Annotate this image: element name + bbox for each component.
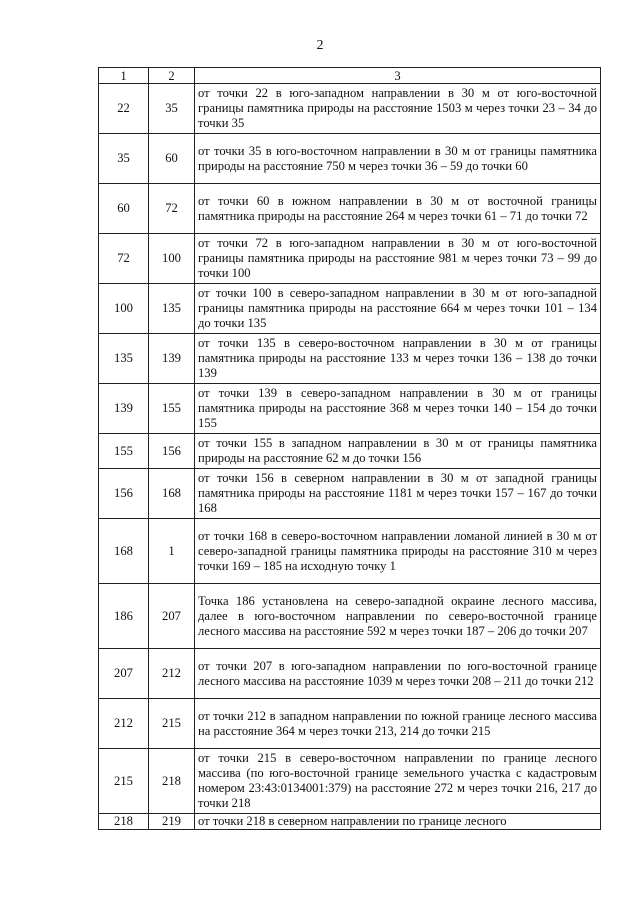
description-cell: от точки 218 в северном направлении по границе лесного	[195, 814, 601, 830]
description-cell: от точки 215 в северо-восточном направлении по границе лесного массива (по юго-восточной границе земельного участка с кадастровым номером 23:43:0134001:379) на расстояние 272 м через точки 216, 217 до точки 218	[195, 749, 601, 814]
table-row	[99, 284, 601, 334]
point-from-cell: 156	[99, 469, 149, 519]
table-row	[99, 814, 601, 830]
description-cell: от точки 35 в юго-восточном направлении в 30 м от границы памятника природы на расстояние 750 м через точки 36 – 59 до точки 60	[195, 134, 601, 184]
table-row	[99, 584, 601, 649]
point-from-cell: 135	[99, 334, 149, 384]
point-from-cell: 22	[99, 84, 149, 134]
description-cell: от точки 22 в юго-западном направлении в 30 м от юго-восточной границы памятника природы на расстояние 1503 м через точки 23 – 34 до точки 35	[195, 84, 601, 134]
table-row	[99, 384, 601, 434]
table-body	[99, 84, 601, 830]
description-cell: от точки 168 в северо-восточном направлении ломаной линией в 30 м от северо-западной границы памятника природы на расстояние 310 м через точки 169 – 185 на исходную точку 1	[195, 519, 601, 584]
point-to-cell: 156	[149, 434, 195, 469]
point-to-cell: 100	[149, 234, 195, 284]
column-header-from: 1	[99, 68, 149, 84]
table-row	[99, 469, 601, 519]
point-to-cell: 1	[149, 519, 195, 584]
point-from-cell: 35	[99, 134, 149, 184]
point-from-cell: 155	[99, 434, 149, 469]
point-to-cell: 212	[149, 649, 195, 699]
point-to-cell: 207	[149, 584, 195, 649]
column-header-to: 2	[149, 68, 195, 84]
table-row	[99, 434, 601, 469]
point-from-cell: 139	[99, 384, 149, 434]
point-to-cell: 218	[149, 749, 195, 814]
table-row	[99, 699, 601, 749]
table-row	[99, 134, 601, 184]
point-from-cell: 100	[99, 284, 149, 334]
table-row	[99, 84, 601, 134]
point-to-cell: 215	[149, 699, 195, 749]
page-number: 2	[316, 38, 324, 53]
point-from-cell: 212	[99, 699, 149, 749]
point-from-cell: 168	[99, 519, 149, 584]
description-cell: от точки 155 в западном направлении в 30 м от границы памятника природы на расстояние 62 м до точки 156	[195, 434, 601, 469]
table-header-row	[99, 68, 601, 84]
point-to-cell: 139	[149, 334, 195, 384]
description-cell: от точки 139 в северо-западном направлении в 30 м от границы памятника природы на расстояние 368 м через точки 140 – 154 до точки 155	[195, 384, 601, 434]
table-row	[99, 184, 601, 234]
description-cell: от точки 135 в северо-восточном направлении в 30 м от границы памятника природы на расстояние 133 м через точки 136 – 138 до точки 139	[195, 334, 601, 384]
point-to-cell: 219	[149, 814, 195, 830]
description-cell: от точки 156 в северном направлении в 30 м от западной границы памятника природы на расстояние 1181 м через точки 157 – 167 до точки 168	[195, 469, 601, 519]
point-to-cell: 35	[149, 84, 195, 134]
point-to-cell: 135	[149, 284, 195, 334]
point-from-cell: 207	[99, 649, 149, 699]
description-cell: от точки 212 в западном направлении по южной границе лесного массива на расстояние 364 м через точки 213, 214 до точки 215	[195, 699, 601, 749]
description-cell: от точки 100 в северо-западном направлении в 30 м от юго-западной границы памятника природы на расстояние 664 м через точки 101 – 134 до точки 135	[195, 284, 601, 334]
description-cell: от точки 60 в южном направлении в 30 м от восточной границы памятника природы на расстояние 264 м через точки 61 – 71 до точки 72	[195, 184, 601, 234]
description-cell: Точка 186 установлена на северо-западной окраине лесного массива, далее в юго-восточном направлении по северо-восточной границе лесного массива на расстояние 592 м через точки 187 – 206 до точки 207	[195, 584, 601, 649]
description-cell: от точки 207 в юго-западном направлении по юго-восточной границе лесного массива на расстояние 1039 м через точки 208 – 211 до точки 212	[195, 649, 601, 699]
table-row	[99, 234, 601, 284]
column-header-description: 3	[195, 68, 601, 84]
boundary-table	[98, 67, 601, 830]
point-from-cell: 60	[99, 184, 149, 234]
description-cell: от точки 72 в юго-западном направлении в 30 м от юго-восточной границы памятника природы на расстояние 981 м через точки 73 – 99 до точки 100	[195, 234, 601, 284]
table-row	[99, 649, 601, 699]
point-from-cell: 72	[99, 234, 149, 284]
point-from-cell: 215	[99, 749, 149, 814]
point-from-cell: 218	[99, 814, 149, 830]
table-row	[99, 519, 601, 584]
table-row	[99, 334, 601, 384]
point-to-cell: 72	[149, 184, 195, 234]
point-to-cell: 155	[149, 384, 195, 434]
table-row	[99, 749, 601, 814]
point-from-cell: 186	[99, 584, 149, 649]
point-to-cell: 168	[149, 469, 195, 519]
point-to-cell: 60	[149, 134, 195, 184]
